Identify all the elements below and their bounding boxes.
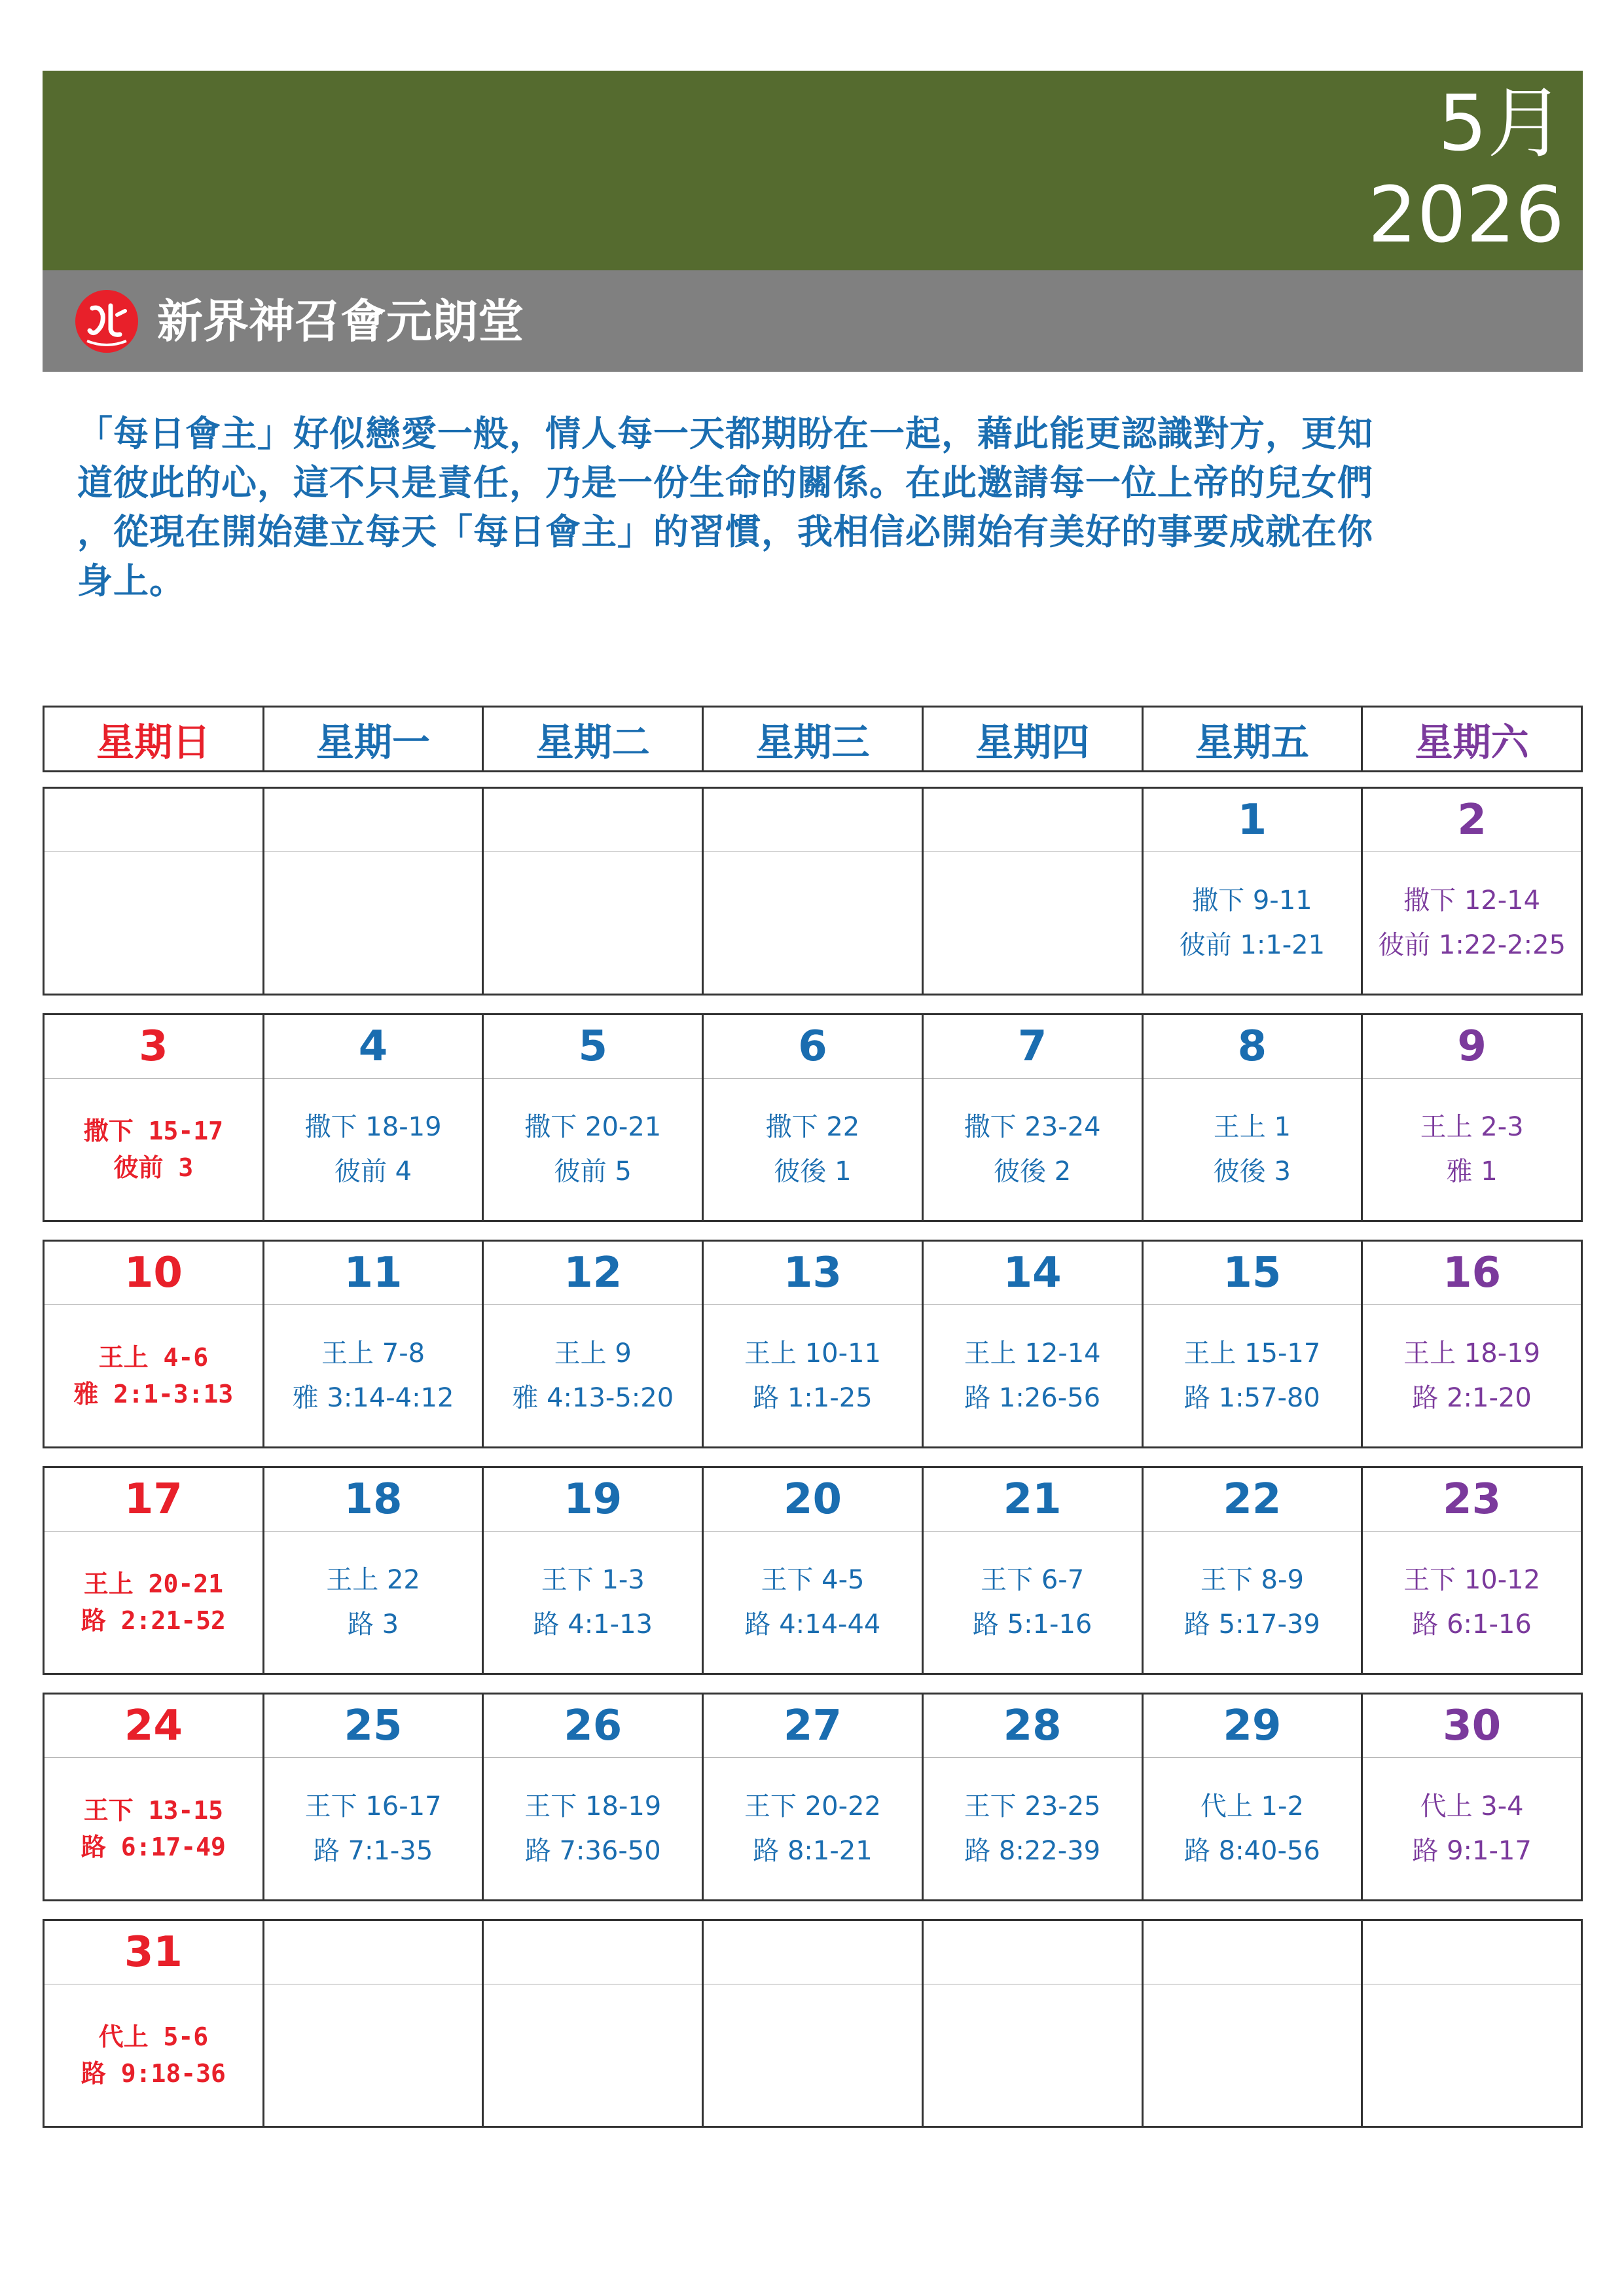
week-block [43,1466,1583,1675]
day-reading [1362,1079,1582,1221]
intro-line: 身上。 [77,560,185,601]
day-reading [1362,1305,1582,1448]
reading-nt: 路 9:1-17 [1412,1836,1532,1866]
day-reading [703,1079,923,1221]
day-reading [703,1984,923,2127]
intro-line: 「每日會主」好似戀愛一般，情人每一天都期盼在一起，藉此能更認識對方，更知 [77,413,1373,454]
church-bar [43,270,1583,372]
reading-ot: 王上 15-17 [1183,1338,1321,1369]
day-number: 17 [44,1467,264,1532]
day-number: 8 [1142,1014,1362,1079]
day-number: 26 [483,1694,703,1758]
weekday-sat: 星期六 [1362,707,1582,772]
reading-nt: 路 7:1-35 [313,1836,433,1866]
weekday-thu: 星期四 [922,707,1142,772]
reading-nt: 路 1:1-25 [753,1383,873,1413]
day-number: 21 [922,1467,1142,1532]
reading-ot: 撒下 15-17 [83,1117,223,1145]
reading-nt: 路 2:21-52 [81,1606,226,1635]
day-number: 15 [1142,1241,1362,1305]
day-reading [703,1758,923,1901]
day-reading [922,1532,1142,1674]
reading-ot: 撒下 22 [765,1112,860,1142]
day-reading [1362,1532,1582,1674]
reading-nt: 彼後 3 [1213,1157,1291,1187]
reading-nt: 彼前 3 [113,1153,194,1182]
reading-ot: 王上 18-19 [1403,1338,1541,1369]
reading-nt: 彼後 1 [774,1157,852,1187]
day-number: 10 [44,1241,264,1305]
day-reading [483,1079,703,1221]
day-reading [1142,852,1362,995]
day-reading [44,1758,264,1901]
week-block [43,787,1583,996]
weekday-sun: 星期日 [44,707,264,772]
reading-ot: 代上 1-2 [1200,1791,1304,1821]
day-reading [263,852,483,995]
reading-nt: 路 6:1-16 [1412,1609,1532,1640]
day-number [922,1920,1142,1984]
day-reading [922,852,1142,995]
day-reading [44,1984,264,2127]
reading-nt: 雅 4:13-5:20 [512,1383,674,1413]
reading-nt: 彼前 5 [554,1157,632,1187]
week-block [43,1240,1583,1448]
reading-nt: 路 1:57-80 [1183,1383,1320,1413]
reading-ot: 王下 20-22 [744,1791,881,1821]
reading-ot: 撒下 18-19 [304,1112,442,1142]
intro-paragraph [77,409,1557,605]
day-number: 7 [922,1014,1142,1079]
reading-ot: 王上 4-6 [98,1343,209,1372]
intro-line: 道彼此的心，這不只是責任，乃是一份生命的關係。在此邀請每一位上帝的兒女們 [77,462,1373,503]
day-reading [1142,1984,1362,2127]
day-number [483,788,703,852]
church-logo-icon [74,289,139,354]
day-number: 20 [703,1467,923,1532]
reading-nt: 彼前 1:22-2:25 [1378,930,1566,960]
day-reading [263,1532,483,1674]
day-reading [44,1079,264,1221]
intro-line: ，從現在開始建立每天「每日會主」的習慣，我相信必開始有美好的事要成就在你 [77,511,1373,552]
weekday-tue: 星期二 [483,707,703,772]
reading-ot: 王下 16-17 [304,1791,442,1821]
day-reading [44,1305,264,1448]
year-label: 2026 [1367,170,1564,260]
month-label: 5月 [1437,78,1564,168]
reading-ot: 王下 13-15 [83,1796,223,1825]
reading-ot: 撒下 12-14 [1403,886,1541,916]
reading-nt: 路 8:40-56 [1183,1836,1320,1866]
day-number: 12 [483,1241,703,1305]
day-number [1142,1920,1362,1984]
day-number: 28 [922,1694,1142,1758]
reading-ot: 王下 4-5 [761,1565,865,1595]
day-reading [263,1305,483,1448]
reading-nt: 路 5:17-39 [1183,1609,1320,1640]
reading-ot: 王上 9 [554,1338,632,1369]
reading-nt: 路 9:18-36 [81,2059,226,2088]
reading-nt: 路 5:1-16 [972,1609,1092,1640]
day-reading [1362,852,1582,995]
day-number [922,788,1142,852]
day-number: 6 [703,1014,923,1079]
day-reading [1142,1758,1362,1901]
reading-ot: 撒下 20-21 [524,1112,662,1142]
day-number [1362,1920,1582,1984]
day-reading [922,1758,1142,1901]
week-block [43,1693,1583,1901]
reading-ot: 撒下 9-11 [1192,886,1312,916]
reading-nt: 路 4:1-13 [533,1609,653,1640]
day-reading [483,1305,703,1448]
day-reading [1142,1079,1362,1221]
day-reading [703,1305,923,1448]
day-reading [263,1984,483,2127]
reading-ot: 王下 10-12 [1403,1565,1541,1595]
day-number [703,788,923,852]
reading-nt: 路 1:26-56 [964,1383,1101,1413]
day-number: 24 [44,1694,264,1758]
reading-ot: 代上 3-4 [1420,1791,1524,1821]
reading-ot: 代上 5-6 [98,2022,209,2051]
reading-ot: 王下 6-7 [981,1565,1085,1595]
weekday-fri: 星期五 [1142,707,1362,772]
day-reading [483,852,703,995]
day-number: 27 [703,1694,923,1758]
day-reading [703,852,923,995]
day-number: 22 [1142,1467,1362,1532]
day-number [44,788,264,852]
day-reading [483,1758,703,1901]
reading-ot: 王下 18-19 [524,1791,662,1821]
day-number: 14 [922,1241,1142,1305]
reading-ot: 王下 23-25 [964,1791,1101,1821]
reading-nt: 雅 2:1-3:13 [73,1380,234,1408]
day-number: 31 [44,1920,264,1984]
day-reading [263,1758,483,1901]
day-reading [1142,1305,1362,1448]
reading-ot: 王下 8-9 [1200,1565,1304,1595]
reading-ot: 王上 22 [326,1565,420,1595]
day-number: 29 [1142,1694,1362,1758]
day-reading [483,1984,703,2127]
reading-nt: 彼前 1:1-21 [1179,930,1326,960]
day-number: 19 [483,1467,703,1532]
reading-nt: 彼前 4 [334,1157,412,1187]
day-number [263,788,483,852]
day-number: 25 [263,1694,483,1758]
reading-ot: 王上 1 [1213,1112,1291,1142]
day-reading [1362,1984,1582,2127]
day-number: 16 [1362,1241,1582,1305]
day-number: 2 [1362,788,1582,852]
day-number [263,1920,483,1984]
weekday-mon: 星期一 [263,707,483,772]
reading-nt: 路 8:22-39 [964,1836,1101,1866]
reading-ot: 王上 12-14 [964,1338,1101,1369]
weekday-header [43,706,1583,772]
reading-ot: 王下 1-3 [541,1565,645,1595]
reading-nt: 路 2:1-20 [1412,1383,1532,1413]
reading-nt: 路 4:14-44 [744,1609,881,1640]
day-reading [263,1079,483,1221]
day-number: 18 [263,1467,483,1532]
day-number: 23 [1362,1467,1582,1532]
reading-nt: 雅 3:14-4:12 [292,1383,454,1413]
day-reading [703,1532,923,1674]
reading-nt: 路 8:1-21 [753,1836,873,1866]
day-reading [922,1305,1142,1448]
reading-ot: 王上 7-8 [321,1338,425,1369]
day-number: 1 [1142,788,1362,852]
reading-ot: 王上 20-21 [83,1570,223,1598]
day-number: 5 [483,1014,703,1079]
reading-nt: 路 7:36-50 [524,1836,661,1866]
day-number: 4 [263,1014,483,1079]
day-number: 11 [263,1241,483,1305]
church-name: 新界神召會元朗堂 [157,295,524,348]
reading-ot: 撒下 23-24 [964,1112,1101,1142]
day-reading [44,1532,264,1674]
reading-nt: 雅 1 [1446,1157,1498,1187]
day-reading [1142,1532,1362,1674]
day-reading [922,1984,1142,2127]
reading-ot: 王上 10-11 [744,1338,881,1369]
day-reading [44,852,264,995]
day-number [483,1920,703,1984]
header-banner [43,71,1583,270]
day-number: 30 [1362,1694,1582,1758]
day-number: 13 [703,1241,923,1305]
week-block [43,1919,1583,2128]
day-reading [483,1532,703,1674]
reading-nt: 彼後 2 [994,1157,1072,1187]
day-number: 3 [44,1014,264,1079]
week-block [43,1013,1583,1222]
day-number [703,1920,923,1984]
reading-ot: 王上 2-3 [1420,1112,1524,1142]
weekday-wed: 星期三 [703,707,923,772]
reading-nt: 路 6:17-49 [81,1833,226,1861]
day-reading [922,1079,1142,1221]
day-number: 9 [1362,1014,1582,1079]
day-reading [1362,1758,1582,1901]
reading-nt: 路 3 [347,1609,399,1640]
